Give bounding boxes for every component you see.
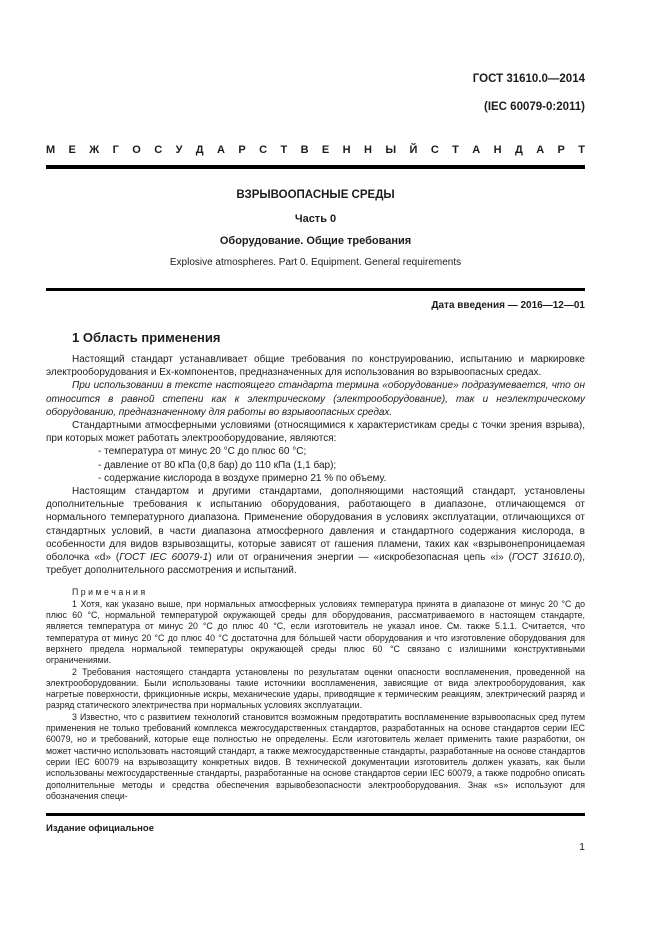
note-item: 3 Известно, что с развитием технологий становится возможным предотвратить воспламенение взрывоопасных сред путем применения не только требований комплекса межгосударственных стандартов, разработанных на основе стандартов серии IEC 60079, но и требований, которые еще полностью не определены. Если изготовитель желает применить такие разработки, он может частично использовать настоящий стандарт, а также межгосударственные стандарты, разработанные на основе стандартов серии IEC 60079 на взрывозащиту конкретных видов. В технической документации изготовитель должен указать, как были использованы межгосударственные стандарты, разработанные на основе стандартов серии IEC 60079, а также подробно описать дополнительные методы и средства обеспечения взрывобезопасности электрооборудования. Знак «s» используют для обозначения специ- [46, 711, 585, 801]
doc-number: ГОСТ 31610.0—2014 [472, 73, 585, 85]
page-footer [46, 813, 585, 853]
standard-reference: ГОСТ IEC 60079-1 [119, 552, 209, 564]
paragraph-italic: При использовании в тексте настоящего стандарта термина «оборудование» подразумевается, что он относится в равной степени как к электрическому (электрооборудование), так и неэлектрическому оборудованию, предназначенному для работы во взрывоопасных средах. [46, 380, 585, 418]
header-rule [46, 165, 585, 169]
date-rule [46, 288, 585, 291]
edition-label: Издание официальное [46, 823, 154, 834]
document-subtitle-ru: Оборудование. Общие требования [219, 235, 412, 247]
part-label: Часть 0 [294, 213, 337, 225]
section-1-heading: 1 Область применения [72, 330, 221, 345]
footer-rule [46, 813, 585, 816]
paragraph: Настоящий стандарт устанавливает общие требования по конструированию, испытанию и маркировке электрооборудования и Ex-компонентов, предназначенных для использования во взрывоопасных средах. [46, 354, 585, 379]
list-item: - содержание кислорода в воздухе примерно 21 % по объему. [98, 472, 387, 484]
notes-label: П р и м е ч а н и я [72, 587, 146, 598]
document-title-en: Explosive atmospheres. Part 0. Equipment. General requirements [169, 257, 462, 268]
doc-number-iec: (IEC 60079-0:2011) [483, 101, 585, 113]
standard-reference: ГОСТ 31610.0 [511, 552, 579, 564]
title-block [46, 189, 585, 268]
paragraph: Стандартными атмосферными условиями (относящимися к характеристикам среды с точки зрения взрыва), при которых может работать электрооборудование, являются: [46, 420, 585, 445]
note-item: 1 Хотя, как указано выше, при нормальных атмосферных условиях температура принята в диапазоне от минус 20 °С до плюс 60 °С, нормальной температурой окружающей среды для оборудования, рассматриваемого в настоящем стандарте, является температура от минус 20 °С до плюс 40 °С, если изготовитель не указал иное. См. также 5.1.1. Считается, что температура от минус 20 °С до плюс 40 °С достаточна для бо́льшей части оборудования и что изготовление оборудования для верхнего предела нормальной температуры окружающей среды плюс 60 °С связано с излишними конструктивными ограничениями. [46, 598, 585, 666]
notes-block [46, 587, 585, 802]
document-title-ru: ВЗРЫВООПАСНЫЕ СРЕДЫ [236, 189, 395, 201]
effective-date: Дата введения — 2016—12—01 [431, 300, 585, 311]
standard-type-banner: М Е Ж Г О С У Д А Р С Т В Е Н Н Ы Й С Т А Н Д А Р Т [46, 144, 585, 156]
doc-codes [46, 58, 585, 128]
section-1-body [46, 353, 585, 577]
paragraph-segment: ) или от ограничения энергии — «искробезопасная цепь «i» ( [208, 552, 512, 564]
list-item: - температура от минус 20 °С до плюс 60 °С; [98, 446, 307, 458]
paragraph-segment: Настоящим стандартом и другими стандартами, дополняющими настоящий стандарт, установлены дополнительные требования к испытанию оборудования, работающего в диапазоне, отличающемся от нормального температурного диапазона. Применение оборудования в условиях эксплуатации, отличающихся от стандартных условий, в части диапазона атмосферного давления и стандартного содержания кислорода, в особенности для видов взрывозащиты, которые зависят от гашения пламени, таких как «взрывонепроницаемая оболочка «d» ( [46, 486, 585, 564]
list-item: - давление от 80 кПа (0,8 бар) до 110 кПа (1,1 бар); [98, 459, 337, 471]
note-item: 2 Требования настоящего стандарта установлены по результатам оценки опасности воспламенения, проведенной на электрооборудовании. Были использованы такие источники воспламенения, зависящие от вида электрооборудования, как нагретые поверхности, фрикционные искры, механические удары, приводящие к термическим реакциям, электрический разряд и разряд статического электричества при нормальных условиях эксплуатации. [46, 666, 585, 711]
paragraph-segment: ), требует дополнительного рассмотрения и испытаний. [46, 552, 586, 577]
paragraph [46, 485, 585, 577]
page-number: 1 [579, 841, 585, 853]
